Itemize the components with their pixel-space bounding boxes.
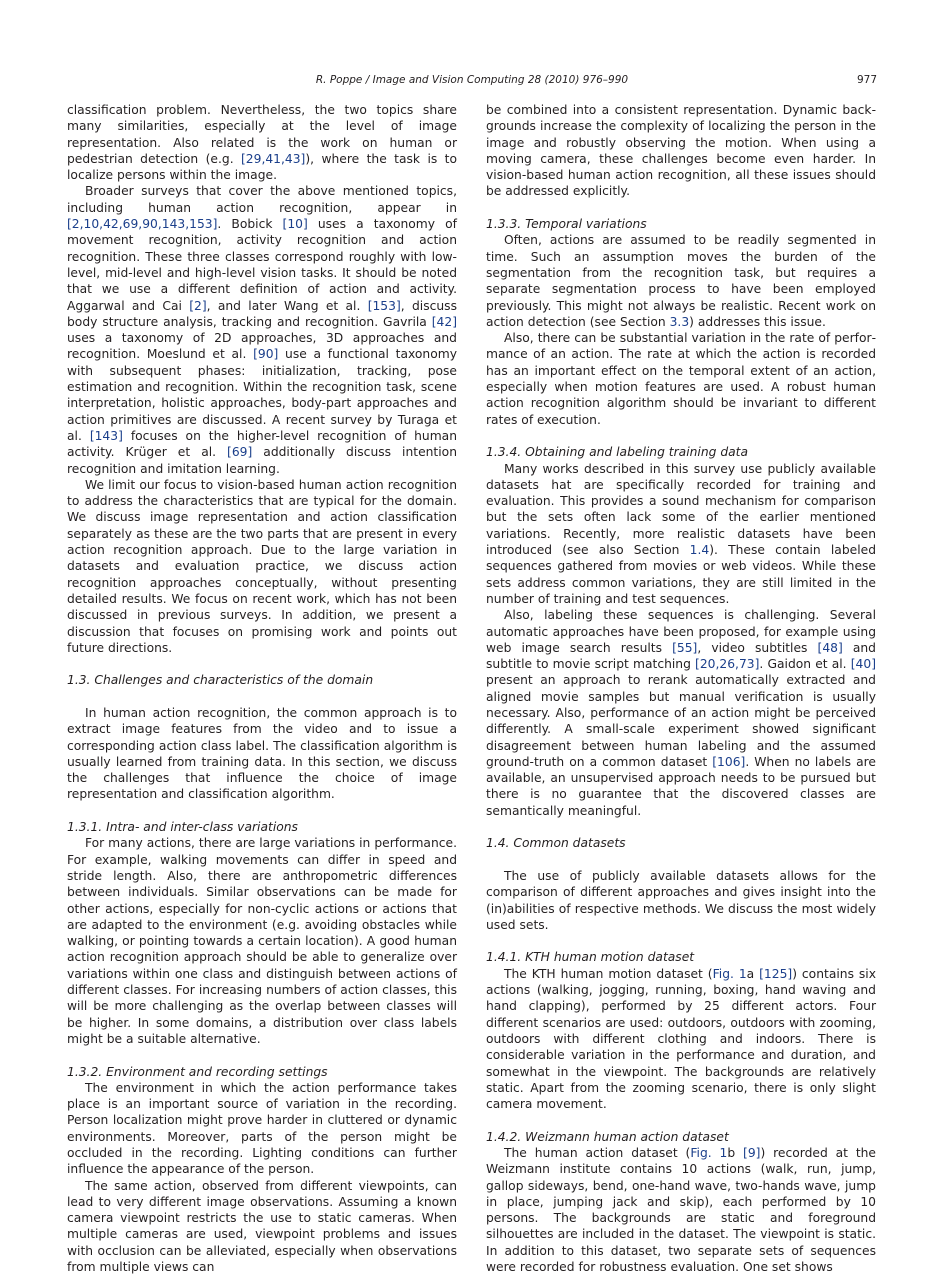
citation-link[interactable]: [143] [89, 428, 123, 443]
subsection-heading: 1.3.1. Intra- and inter-class variations [67, 820, 298, 835]
citation-link[interactable]: [2,10,42,69,90,143,153] [67, 217, 218, 232]
paragraph: We limit our focus to vision-based human action recognition to address the characteristics that are typical for the domain. We discuss image representation and action classification separately as these are the two parts that are present in every action recognition approach. Due to the large variation in datasets and evaluation practice, we discuss action recognition approaches conceptually, without presenting detailed results. We focus on recent work, which has not been discussed in previous surveys. In addition, we present a discussion that focuses on promising work and points out future directions. [67, 477, 457, 655]
paragraph-text: ), where the task is to localize persons within the image. [67, 151, 457, 183]
citation-link[interactable]: [20,26,73] [695, 657, 760, 672]
paragraph-text: . Bobick [217, 217, 283, 232]
citation-link[interactable]: [2] [189, 298, 207, 313]
citation-link[interactable]: [10] [282, 217, 308, 232]
citation-link[interactable]: [69] [227, 445, 253, 460]
paragraph-text: Broader surveys that cover the above mentioned topics, including human action recognition, appear in [67, 184, 457, 215]
subsection-heading: 1.3.4. Obtaining and labeling training data [486, 445, 749, 460]
paragraph-text: Often, actions are assumed to be readily segmented in time. Such an assumption moves the burden of the segmentation from the recognition task, but requires a separate segmentation process to have been employed previously. This might not always be realistic. Recent work on action detection (see Section [486, 233, 876, 329]
subsection-heading: 1.4.1. KTH human motion dataset [486, 950, 695, 965]
citation-link[interactable]: [90] [253, 347, 279, 362]
paragraph [486, 461, 876, 608]
paragraph-text: ) contains six actions (walking, jogging, running, boxing, hand waving and hand clapping), performed by 25 different actors. Four different scenarios are used: outdoors, outdoors with zooming, outdoors with different clothing and indoors. There is considerable variation in the performance and duration, and somewhat in the viewpoint. The backgrounds are relatively static. Apart from the zooming scenario, there is only slight camera movement. [486, 966, 876, 1112]
paragraph: The use of publicly available datasets allows for the comparison of different approaches and gives insight into the (in)abilities of respective methods. We discuss the most widely used sets. [486, 868, 876, 932]
paragraph: Also, there can be substantial variation in the rate of performance of an action. The rate at which the action is recorded has an important effect on the temporal extent of an action, especially when motion features are used. A robust human action recognition algorithm should be invariant to different rates of execution. [486, 331, 876, 427]
citation-link[interactable]: Fig. 1 [690, 1146, 728, 1160]
running-head: R. Poppe / Image and Vision Computing 28 (2010) 976–990 [315, 74, 629, 86]
citation-link[interactable]: Fig. 1 [712, 966, 747, 981]
paragraph: The same action, observed from different viewpoints, can lead to very different image observations. Assuming a known camera viewpoint restricts the use to static cameras. When multiple cameras are used, viewpoint problems and issues with occlusion can be alleviated, especially when observations from multiple views can [67, 1178, 457, 1275]
paragraph-text: ) recorded at the Weizmann institute contains 10 actions (walk, run, jump, gallop sideways, bend, one-hand wave, two-hands wave, jump in place, jumping jack and skip), each performed by 10 persons. The backgrounds are static and foreground silhouettes are included in the dataset. The viewpoint is static. In addition to this dataset, two separate sets of sequences were recorded for robustness evaluation. One set shows [486, 1146, 876, 1275]
paragraph-text: uses a taxonomy of 2D approaches, 3D approaches and recognition. Moeslund et al. [67, 331, 457, 362]
paragraph-text: classification problem. Nevertheless, the two topics share many similarities, especially at the level of image representation. Also related is the work on human or pedestrian detection (e.g. [67, 103, 457, 166]
paragraph-text: uses a taxonomy of movement recognition, activity recognition and action recognition. These three classes correspond roughly with low-level, mid-level and high-level vision tasks. It should be noted that we use a different definition of action and activity. Aggarwal and Cai [67, 217, 457, 313]
paragraph-text: present an approach to rerank automatically extracted and aligned movie samples but manual verification is usually necessary. Also, performance of an action might be perceived differently. A small-scale experiment showed significant disagreement between human labeling and the assumed ground-truth on a common dataset [486, 673, 876, 769]
paragraph-text: ). These contain labeled sequences gathered from movies or web videos. While these sets address common variations, they are still limited in the number of training and test sequences. [486, 543, 876, 606]
citation-link[interactable]: [42] [431, 314, 457, 329]
paragraph: For many actions, there are large variations in performance. For example, walking movements can differ in speed and stride length. Also, there are anthropometric differences between individuals. Similar observations can be made for other actions, especially for non-cyclic actions or actions that are adapted to the environment (e.g. avoiding obstacles while walking, or pointing towards a certain location). A good human action recognition approach should be able to generalize over variations within one class and distinguish between actions of different classes. For increasing numbers of action classes, this will be more challenging as the overlap between classes will be higher. In some domains, a distribution over class labels might be a suitable alternative. [67, 836, 457, 1046]
paragraph-text: and subtitle to movie script matching [486, 640, 876, 672]
paragraph-text: Also, labeling these sequences is challenging. Several automatic approaches have been proposed, for example using web image search results [486, 608, 876, 655]
paragraph [486, 966, 876, 1113]
paragraph-text: , discuss body structure analysis, tracking and recognition. Gavrila [67, 298, 457, 329]
paragraph [486, 1145, 876, 1275]
citation-link[interactable]: 1.4 [689, 543, 710, 558]
citation-link[interactable]: [29,41,43] [241, 151, 306, 166]
paragraph: In human action recognition, the common approach is to extract image features from the video and to issue a corresponding action class label. The classification algorithm is usually learned from training data. In this section, we discuss the challenges that influence the choice of image representation and classification algorithm. [67, 705, 457, 802]
citation-link[interactable]: [48] [817, 640, 843, 655]
paragraph-text: additionally discuss intention recognition and imitation learning. [67, 445, 457, 476]
paragraph-text: Many works described in this survey use publicly available datasets hat are specifically recorded for training and evaluation. This provides a sound mechanism for comparison but the sets often lack some of the earlier mentioned variations. Recently, more realistic datasets have been introduced (see also Section [486, 461, 876, 558]
paragraph-text: , video subtitles [697, 640, 818, 655]
paragraph-text: . Gaidon et al. [759, 657, 851, 672]
subsection-heading: 1.4.2. Weizmann human action dataset [486, 1129, 729, 1144]
paragraph [486, 232, 876, 330]
citation-link[interactable]: [55] [672, 640, 698, 655]
section-heading: 1.4. Common datasets [486, 836, 626, 851]
citation-link[interactable]: [9] [743, 1146, 761, 1160]
subsection-heading: 1.3.2. Environment and recording settings [67, 1064, 328, 1079]
paragraph-text: use a functional taxonomy with subsequent phases: initialization, tracking, pose estimation and recognition. Within the recognition task, scene interpretation, holistic approaches, body-part approaches and action primitives are discussed. A recent survey by Turaga et al. [67, 347, 457, 443]
citation-link[interactable]: [125] [759, 966, 793, 981]
subsection-heading: 1.3.3. Temporal variations [486, 217, 647, 232]
paragraph [486, 607, 876, 819]
paragraph: The environment in which the action performance takes place is an important source of variation in the recording. Person localization might prove harder in cluttered or dynamic environments. Moreover, parts of the person might be occluded in the recording. Lighting conditions can further influence the appearance of the person. [67, 1080, 457, 1177]
paragraph-text: . When no labels are available, an unsupervised approach needs to be pursued but there is no guarantee that the discovered classes are semantically meaningful. [486, 754, 876, 818]
page-number: 977 [856, 74, 877, 86]
paragraph-text: , and later Wang et al. [206, 298, 368, 313]
paragraph [67, 102, 457, 183]
paragraph-text: a [746, 966, 760, 981]
citation-link[interactable]: 3.3 [669, 314, 690, 329]
paragraph-text: focuses on the higher-level recognition of human activity. Krüger et al. [67, 428, 458, 460]
right-column [486, 102, 876, 1275]
paragraph-text: The human action dataset ( [504, 1146, 691, 1160]
paragraph-text: ) addresses this issue. [689, 314, 826, 329]
paragraph: be combined into a consistent representation. Dynamic backgrounds increase the complexity of localizing the person in the image and robustly observing the motion. When using a moving camera, these challenges become even harder. In vision-based human action recognition, all these issues should be addressed explicitly. [486, 103, 876, 199]
paragraph-text: b [727, 1146, 744, 1160]
citation-link[interactable]: [40] [850, 657, 876, 672]
paragraph [67, 183, 457, 476]
page-header [67, 72, 877, 88]
paragraph-text: The KTH human motion dataset ( [504, 966, 713, 981]
section-heading: 1.3. Challenges and characteristics of the domain [67, 673, 374, 688]
left-column [67, 102, 457, 1275]
citation-link[interactable]: [106] [712, 754, 746, 769]
citation-link[interactable]: [153] [367, 298, 401, 313]
